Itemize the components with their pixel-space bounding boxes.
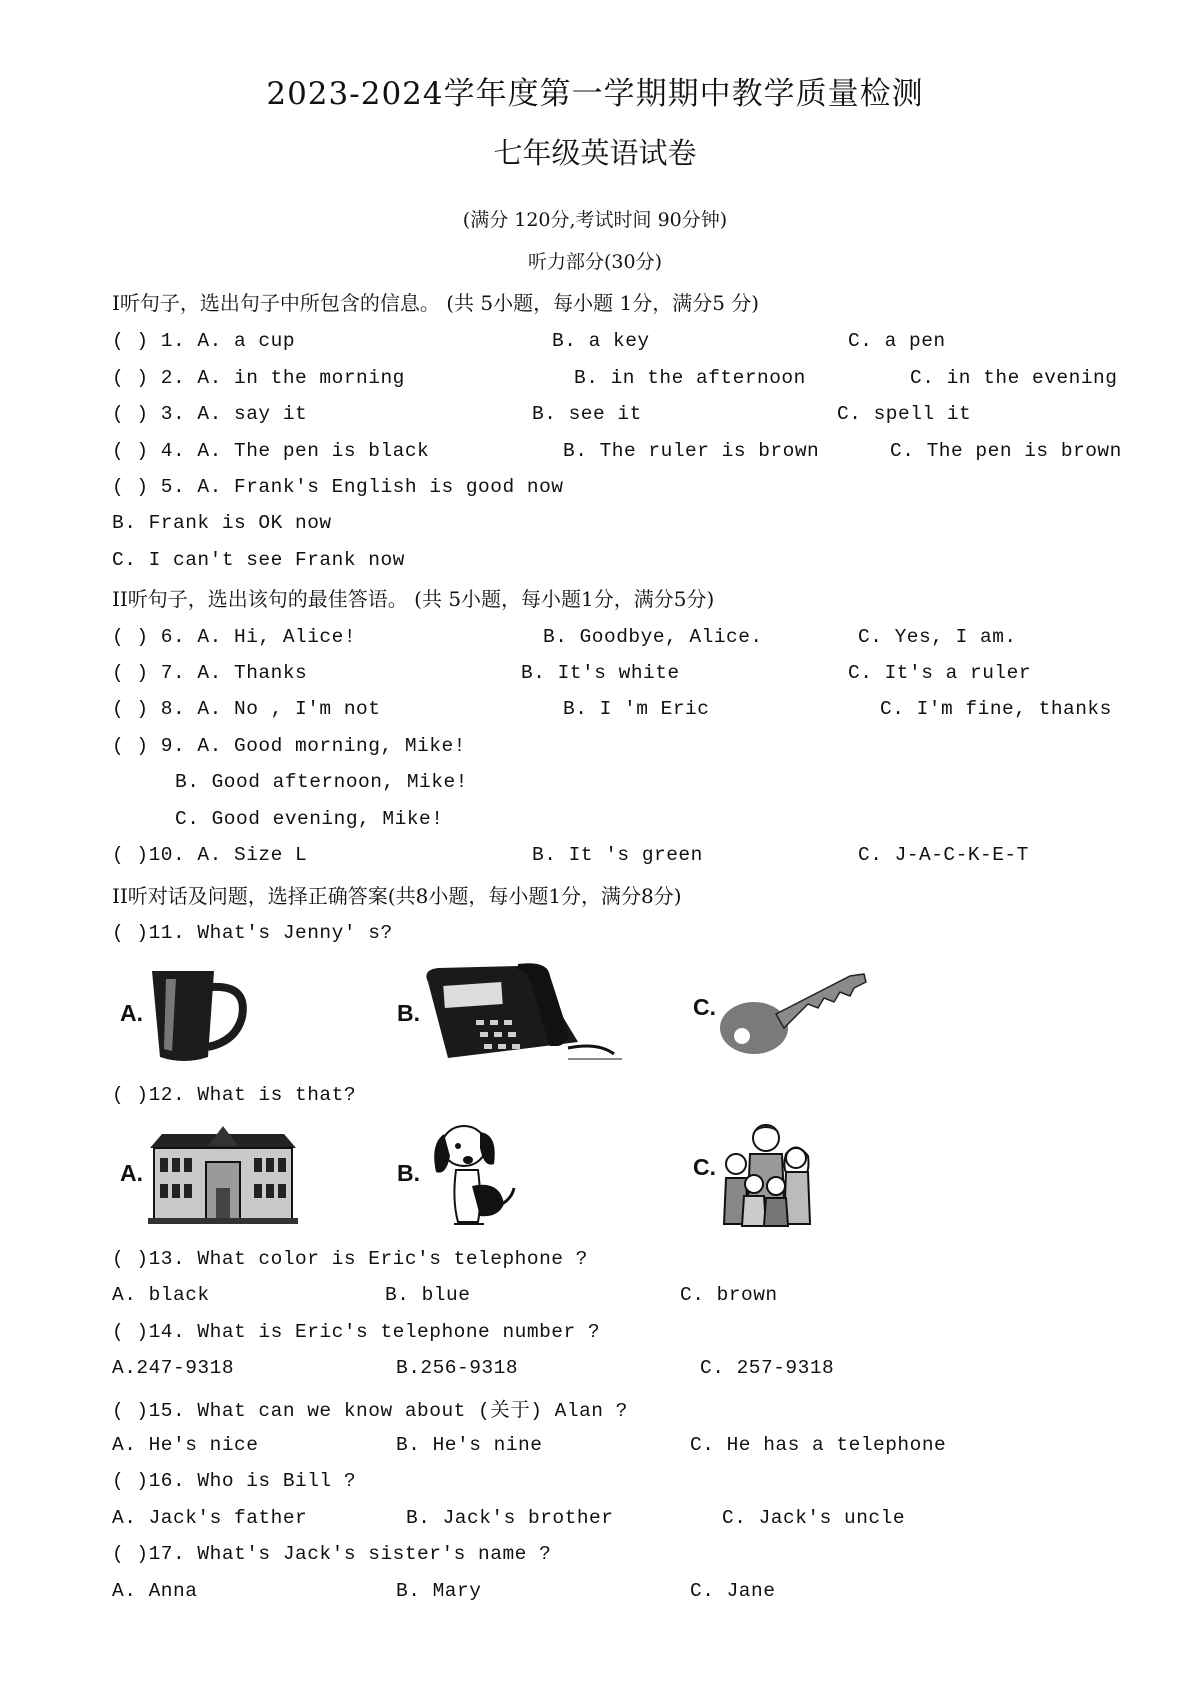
q8-stem: ( ) 8. A. No , I'm not — [112, 698, 381, 720]
q4-stem: ( ) 4. A. The pen is black — [112, 440, 430, 462]
q10-option-b: B. It 's green — [532, 844, 703, 866]
q12-picture-c-label: C. — [693, 1154, 716, 1180]
q13-stem: ( )13. What color is Eric's telephone ? — [112, 1248, 588, 1270]
q4-option-b: B. The ruler is brown — [563, 440, 820, 462]
q6-option-b: B. Goodbye, Alice. — [543, 626, 763, 648]
q1-option-c: C. a pen — [848, 330, 946, 352]
q17-option-a: A. Anna — [112, 1580, 198, 1602]
q8-option-b: B. I 'm Eric — [563, 698, 710, 720]
q14-stem: ( )14. What is Eric's telephone number ? — [112, 1321, 601, 1343]
q9-option-c: C. Good evening, Mike! — [175, 808, 444, 830]
q8-option-c: C. I'm fine, thanks — [880, 698, 1112, 720]
q11-stem: ( )11. What's Jenny' s? — [112, 922, 393, 944]
q17-option-b: B. Mary — [396, 1580, 482, 1602]
q11-picture-b-label: B. — [397, 1000, 420, 1026]
q14-option-a: A.247-9318 — [112, 1357, 235, 1379]
q3-option-c: C. spell it — [837, 403, 972, 425]
key-picture — [718, 962, 870, 1062]
q16-stem: ( )16. Who is Bill ? — [112, 1470, 357, 1492]
q3-stem: ( ) 3. A. say it — [112, 403, 308, 425]
q5-option-c: C. I can't see Frank now — [112, 549, 405, 571]
q14-option-c: C. 257-9318 — [700, 1357, 835, 1379]
q12-picture-b-label: B. — [397, 1160, 420, 1186]
q16-option-c: C. Jack's uncle — [722, 1507, 906, 1529]
q9-stem: ( ) 9. A. Good morning, Mike! — [112, 735, 466, 757]
q13-option-b: B. blue — [385, 1284, 471, 1306]
q17-option-c: C. Jane — [690, 1580, 776, 1602]
q15-option-a: A. He's nice — [112, 1434, 259, 1456]
q1-stem: ( ) 1. A. a cup — [112, 330, 296, 352]
q12-stem: ( )12. What is that? — [112, 1084, 357, 1106]
q15-stem: ( )15. What can we know about (关于) Alan ? — [112, 1400, 628, 1422]
q7-option-b: B. It's white — [521, 662, 680, 684]
q11-picture-c-label: C. — [693, 994, 716, 1020]
q5-option-b: B. Frank is OK now — [112, 512, 332, 534]
q15-option-b: B. He's nine — [396, 1434, 543, 1456]
q12-picture-a-label: A. — [120, 1160, 143, 1186]
q5-stem: ( ) 5. A. Frank's English is good now — [112, 476, 564, 498]
q15-option-c: C. He has a telephone — [690, 1434, 947, 1456]
q16-option-b: B. Jack's brother — [406, 1507, 614, 1529]
section1-heading: I听句子，选出句子中所包含的信息。 (共 5小题，每小题 1分，满分5 分) — [112, 291, 760, 315]
exam-score-note: (满分 120分,考试时间 90分钟) — [462, 209, 728, 231]
family-picture — [718, 1120, 814, 1230]
q16-option-a: A. Jack's father — [112, 1507, 308, 1529]
section2-heading: II听句子，选出该句的最佳答语。 (共 5小题，每小题1分，满分5分) — [112, 587, 715, 611]
q6-option-c: C. Yes, I am. — [858, 626, 1017, 648]
q1-option-b: B. a key — [552, 330, 650, 352]
exam-subtitle: 七年级英语试卷 — [493, 136, 697, 170]
telephone-picture — [418, 962, 630, 1068]
q10-stem: ( )10. A. Size L — [112, 844, 308, 866]
q10-option-c: C. J-A-C-K-E-T — [858, 844, 1029, 866]
exam-title: 2023-2024学年度第一学期期中教学质量检测 — [266, 76, 924, 112]
q2-option-c: C. in the evening — [910, 367, 1118, 389]
q9-option-b: B. Good afternoon, Mike! — [175, 771, 468, 793]
q13-option-a: A. black — [112, 1284, 210, 1306]
q4-option-c: C. The pen is brown — [890, 440, 1122, 462]
q11-picture-a-label: A. — [120, 1000, 143, 1026]
q7-stem: ( ) 7. A. Thanks — [112, 662, 308, 684]
q3-option-b: B. see it — [532, 403, 642, 425]
q14-option-b: B.256-9318 — [396, 1357, 519, 1379]
q2-option-b: B. in the afternoon — [574, 367, 806, 389]
cup-picture — [148, 965, 248, 1065]
listening-part-heading: 听力部分(30分) — [527, 251, 662, 273]
dog-picture — [428, 1120, 518, 1232]
q13-option-c: C. brown — [680, 1284, 778, 1306]
school-picture — [146, 1126, 300, 1226]
section3-heading: II听对话及问题，选择正确答案(共8小题，每小题1分，满分8分) — [112, 884, 682, 908]
q17-stem: ( )17. What's Jack's sister's name ? — [112, 1543, 552, 1565]
q7-option-c: C. It's a ruler — [848, 662, 1032, 684]
q2-stem: ( ) 2. A. in the morning — [112, 367, 405, 389]
q6-stem: ( ) 6. A. Hi, Alice! — [112, 626, 357, 648]
